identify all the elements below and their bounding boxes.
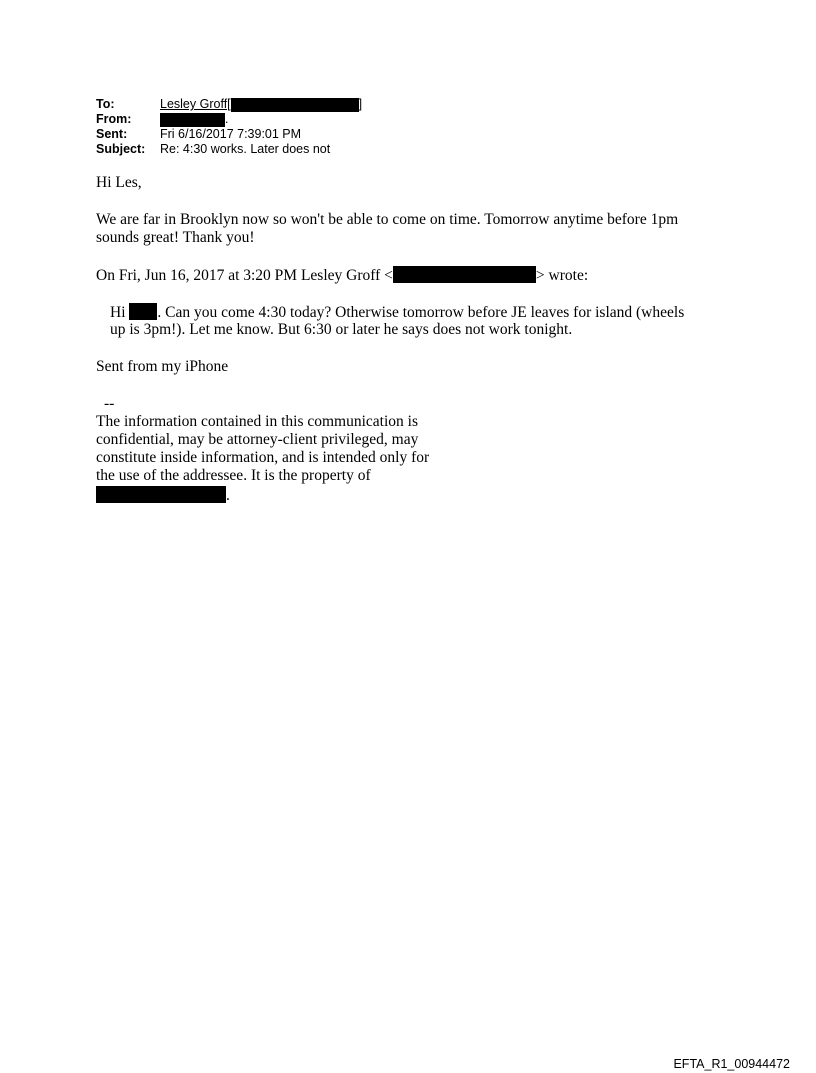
- email-header: [96, 97, 362, 157]
- to-label: To:: [96, 97, 115, 111]
- sent-value: Fri 6/16/2017 7:39:01 PM: [160, 127, 302, 141]
- subject-label: Subject:: [96, 142, 146, 156]
- redaction-block: [129, 303, 157, 320]
- from-suffix: .: [225, 112, 229, 126]
- reply-line-1: We are far in Brooklyn now so won't be able to come on time. Tomorrow anytime before 1pm: [96, 211, 679, 228]
- attribution-after: > wrote:: [535, 267, 589, 284]
- disclaimer-line-1: The information contained in this communication is: [96, 413, 418, 430]
- disclaimer-line-3: constitute inside information, and is intended only for: [96, 449, 430, 466]
- to-name: Lesley Groff[: [160, 97, 231, 111]
- sent-label: Sent:: [96, 127, 128, 141]
- subject-value: Re: 4:30 works. Later does not: [160, 142, 331, 156]
- from-value: [160, 112, 228, 127]
- signature-separator: --: [104, 395, 115, 412]
- quote-attribution: [96, 266, 588, 285]
- to-row: [96, 97, 362, 112]
- to-close-bracket: ]: [358, 97, 363, 111]
- disclaimer-end: .: [226, 487, 230, 504]
- quoted-line-1: [110, 303, 684, 322]
- greeting: Hi Les,: [96, 174, 142, 191]
- redaction-block: [96, 486, 226, 503]
- sent-row: [96, 127, 362, 142]
- to-value: [160, 97, 362, 112]
- subject-row: [96, 142, 362, 157]
- signature: Sent from my iPhone: [96, 358, 229, 375]
- disclaimer-line-2: confidential, may be attorney-client privileged, may: [96, 431, 419, 448]
- redaction-block: [160, 113, 225, 127]
- redaction-block: [393, 266, 536, 283]
- from-row: [96, 112, 362, 127]
- attribution-before: On Fri, Jun 16, 2017 at 3:20 PM Lesley Groff <: [96, 267, 393, 284]
- document-id: EFTA_R1_00944472: [673, 1057, 790, 1071]
- quote-line-1-rest: . Can you come 4:30 today? Otherwise tomorrow before JE leaves for island (wheels: [157, 304, 685, 321]
- quoted-line-2: up is 3pm!). Let me know. But 6:30 or later he says does not work tonight.: [110, 321, 573, 338]
- reply-line-2: sounds great! Thank you!: [96, 229, 255, 246]
- disclaimer-line-5: [96, 486, 230, 505]
- quote-hi: Hi: [110, 304, 130, 321]
- disclaimer-line-4: the use of the addressee. It is the property of: [96, 467, 371, 484]
- redaction-block: [231, 98, 359, 112]
- from-label: From:: [96, 112, 132, 126]
